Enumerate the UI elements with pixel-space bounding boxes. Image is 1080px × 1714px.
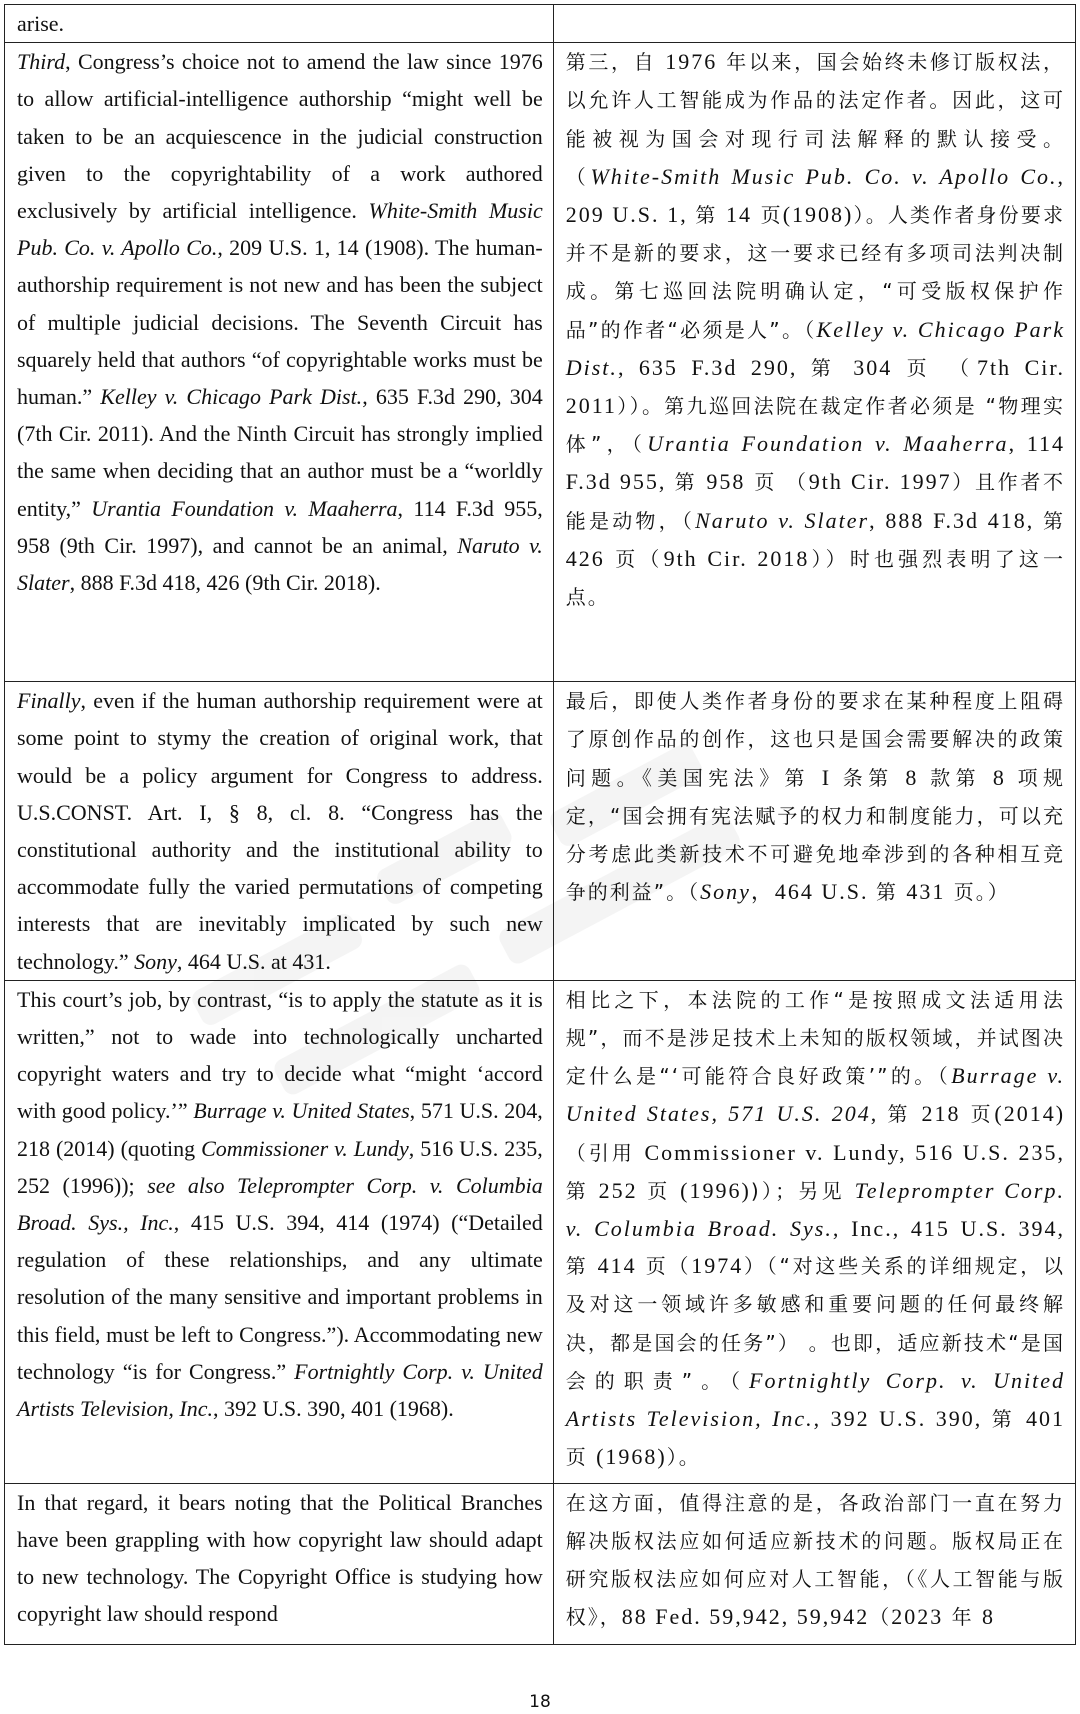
- chinese-text: 第: [991, 1407, 1027, 1432]
- case-citation: White-Smith Music Pub. Co. v. Apollo Co.: [590, 163, 1058, 189]
- chinese-text: 项规定，“国会拥有宪法赋予的权力和制度能力，可以充分考虑此类新技术不可避免地牵涉到的各种相互竞争的利益”。（: [565, 765, 1066, 905]
- chinese-text: 第: [695, 203, 727, 228]
- chinese-text: 页: [752, 203, 783, 228]
- chinese-text: 最后，即使人类作者身份的要求在某种程度上阻碍了原创作品的创作，这也只是国会需要解决的政策问题。《美国宪法》第: [565, 689, 1065, 790]
- case-citation: see also Teleprompter Corp. v. Columbia Broad. Sys., Inc.: [17, 1172, 543, 1236]
- chinese-text: 年以来，国会始终未修订版权法，以允许人工智能成为作品的法定作者。因此，这可能被视为国会对现行司法解释的默认接受。（: [565, 50, 1066, 189]
- case-citation: Finally: [17, 688, 81, 714]
- chinese-text: ）。人类作者身份要求并不是新的要求，这一要求已经有多项司法判决制成。第七巡回法院明确认定，“可受版权保护作品”的作者“必须是人”。（: [565, 203, 1066, 342]
- case-citation: Urantia Foundation v. Maaherra: [91, 495, 398, 521]
- case-citation: Urantia Foundation v. Maaherra: [647, 431, 1009, 457]
- english-cell: Third, Congress’s choice not to amend the law since 1976 to allow artificial-intelligence authorship “might well be taken to be an acquiescence in the judicial construction given to the copyrightability of a work authored exclusively by artificial intelligence. White-Smith Music Pub. Co. v. Apollo Co., 209 U.S. 1, 14 (1908). The human-authorship requirement is not new and has been the subject of multiple judicial decisions. The Seventh Circuit has squarely held that authors “of copyrightable works must be human.” Kelley v. Chicago Park Dist., 635 F.3d 290, 304 (7th Cir. 2011). And the Ninth Circuit has strongly implied the same when deciding that an author must be a “worldly entity,” Urantia Foundation v. Maaherra, 114 F.3d 955, 958 (9th Cir. 1997), and cannot be an animal, Naruto v. Slater, 888 F.3d 418, 426 (9th Cir. 2018).: [5, 43, 554, 682]
- chinese-text: 第: [876, 880, 907, 905]
- case-citation: Sony: [134, 948, 177, 974]
- chinese-text: 页 （: [892, 355, 977, 380]
- chinese-cell: 最后，即使人类作者身份的要求在某种程度上阻碍了原创作品的创作，这也只是国会需要解决的政策问题。《美国宪法》第 I 条第 8 款第 8 项规定，“国会拥有宪法赋予的权力和制度能力，可以充分考虑此类新技术不可避免地牵涉到的各种相互竞争的利益”。（Sony，464 U.S. 第 431 页。）: [553, 682, 1075, 981]
- chinese-text: 页（: [604, 546, 664, 571]
- case-citation: Kelley v. Chicago Park Dist.: [565, 316, 1066, 380]
- chinese-cell: [553, 5, 1075, 43]
- table-row: [5, 5, 1076, 43]
- case-citation: Fortnightly Corp. v. United Artists Television, Inc.: [17, 1358, 543, 1422]
- chinese-text: 款第: [918, 765, 993, 790]
- chinese-text: 页 （: [745, 470, 809, 495]
- chinese-text: 年: [943, 1605, 982, 1630]
- page-number: 18: [529, 1692, 551, 1712]
- case-citation: Commissioner v. Lundy: [201, 1135, 409, 1161]
- chinese-text: ））时也强烈表明了这一点。: [565, 546, 1066, 610]
- bilingual-table: [4, 4, 1076, 1645]
- chinese-text: 第: [810, 355, 854, 380]
- chinese-text: ）且作者不能是动物，（: [565, 470, 1066, 533]
- chinese-text: （引用: [565, 1140, 645, 1165]
- chinese-cell: 第三，自 1976 年以来，国会始终未修订版权法，以允许人工智能成为作品的法定作者。因此，这可能被视为国会对现行司法解释的默认接受。（White-Smith Music Pub. Co. v. Apollo Co., 209 U.S. 1, 第 14 页(1908)）。人类作者身份要求并不是新的要求，这一要求已经有多项司法判决制成。第七巡回法院明确认定，“可受版权保护作品”的作者“必须是人”。（Kelley v. Chicago Park Dist., 635 F.3d 290, 第 304 页 （7th Cir. 2011））。第九巡回法院在裁定作者必须是 “物理实体”，（Urantia Foundation v. Maaherra, 114 F.3d 955, 第 958 页 （9th Cir. 1997）且作者不能是动物，（Naruto v. Slater, 888 F.3d 418, 第 426 页（9th Cir. 2018））时也强烈表明了这一点。: [553, 43, 1075, 682]
- table-row: [5, 980, 1076, 1483]
- chinese-text: 第: [887, 1102, 922, 1127]
- chinese-text: ）。: [666, 1445, 701, 1470]
- table-row: [5, 682, 1076, 981]
- chinese-text: 第: [565, 1178, 599, 1203]
- chinese-text: 第: [565, 1254, 598, 1279]
- chinese-text: 页: [637, 1178, 681, 1203]
- chinese-text: ））。第九巡回法院在裁定作者必须是 “物理实体”，（: [565, 394, 1065, 457]
- chinese-text: )）；另见: [750, 1178, 855, 1203]
- case-citation: White-Smith Music Pub. Co. v. Apollo Co.: [17, 198, 543, 261]
- chinese-text: 第: [1043, 508, 1066, 533]
- chinese-cell: 相比之下，本法院的工作“是按照成文法适用法规”，而不是涉足技术上未知的版权领域，并试图决定什么是“‘可能符合良好政策’”的。（Burrage v. United States, 571 U.S. 204, 第 218 页(2014)（引用 Commissioner v. Lundy, 516 U.S. 235, 第 252 页 (1996))）；另见 Teleprompter Corp. v. Columbia Broad. Sys., Inc., 415 U.S. 394, 第 414 页（1974）（“对这些关系的详细规定，以及对这一领域许多敏感和重要问题的任何最终解决，都是国会的任务”） 。也即，适应新技术“是国会的职责”。（Fortnightly Corp. v. United Artists Television, Inc., 392 U.S. 390, 第 401 页 (1968)）。: [553, 980, 1075, 1483]
- chinese-text: 页（: [636, 1254, 692, 1279]
- chinese-text: 页: [565, 1445, 597, 1470]
- table-row: [5, 43, 1076, 682]
- chinese-text: 相比之下，本法院的工作“是按照成文法适用法规”，而不是涉足技术上未知的版权领域，并试图决定什么是“‘可能符合良好政策’”的。（: [565, 987, 1065, 1089]
- case-citation: Kelley v. Chicago Park Dist.: [100, 384, 363, 410]
- english-cell: arise.: [5, 5, 554, 43]
- case-citation: Third: [17, 49, 66, 75]
- case-citation: Sony: [700, 879, 751, 905]
- chinese-text: ）（“对这些关系的详细规定，以及对这一领域许多敏感和重要问题的任何最终解决，都是国会的任务”） 。也即，适应新技术“是国会的职责”。（: [565, 1254, 1065, 1393]
- table-row: [5, 1483, 1076, 1644]
- english-cell: This court’s job, by contrast, “is to apply the statute as it is written,” not to wade into technologically uncharted copyright waters and try to decide what “might ‘accord with good policy.’” Burrage v. United States, 571 U.S. 204, 218 (2014) (quoting Commissioner v. Lundy, 516 U.S. 235, 252 (1996)); see also Teleprompter Corp. v. Columbia Broad. Sys., Inc., 415 U.S. 394, 414 (1974) (“Detailed regulation of these relationships, and any ultimate resolution of the many sensitive and important problems in this field, must be left to Congress.”). Accommodating new technology “is for Congress.” Fortnightly Corp. v. United Artists Television, Inc., 392 U.S. 390, 401 (1968).: [5, 980, 554, 1483]
- case-citation: Fortnightly Corp. v. United Artists Television, Inc.: [565, 1367, 1065, 1432]
- chinese-text: 第三，自: [565, 50, 666, 75]
- chinese-text: 第: [674, 470, 707, 495]
- chinese-text: 页。）: [945, 880, 1010, 905]
- chinese-text: （: [869, 1605, 892, 1630]
- chinese-text: 页: [960, 1102, 995, 1127]
- english-cell: Finally, even if the human authorship requirement were at some point to stymy the creation of original work, that would be a policy argument for Congress to address. U.S.CONST. Art. I, § 8, cl. 8. “Congress has the constitutional authority and the institutional ability to accommodate fully the varied permutations of competing interests that are inevitably implicated by such new technology.” Sony, 464 U.S. at 431.: [5, 682, 554, 981]
- chinese-text: 条第: [831, 765, 906, 790]
- case-citation: Burrage v. United States, 571 U.S. 204: [565, 1063, 1065, 1127]
- english-cell: In that regard, it bears noting that the Political Branches have been grappling with how copyright law should adapt to new technology. The Copyright Office is studying how copyright law should respond: [5, 1483, 554, 1644]
- case-citation: Teleprompter Corp. v. Columbia Broad. Sys.: [565, 1177, 1065, 1242]
- chinese-cell: 在这方面，值得注意的是，各政治部门一直在努力解决版权法应如何适应新技术的问题。版权局正在研究版权法应如何应对人工智能，（《人工智能与版权》，88 Fed. 59,942, 59,942（2023 年 8: [553, 1483, 1075, 1644]
- case-citation: Naruto v. Slater: [695, 507, 870, 533]
- case-citation: Naruto v. Slater: [17, 532, 543, 596]
- chinese-text: 在这方面，值得注意的是，各政治部门一直在努力解决版权法应如何适应新技术的问题。版权局正在研究版权法应如何应对人工智能，（《人工智能与版权》，: [565, 1490, 1065, 1630]
- case-citation: Burrage v. United States: [193, 1098, 410, 1124]
